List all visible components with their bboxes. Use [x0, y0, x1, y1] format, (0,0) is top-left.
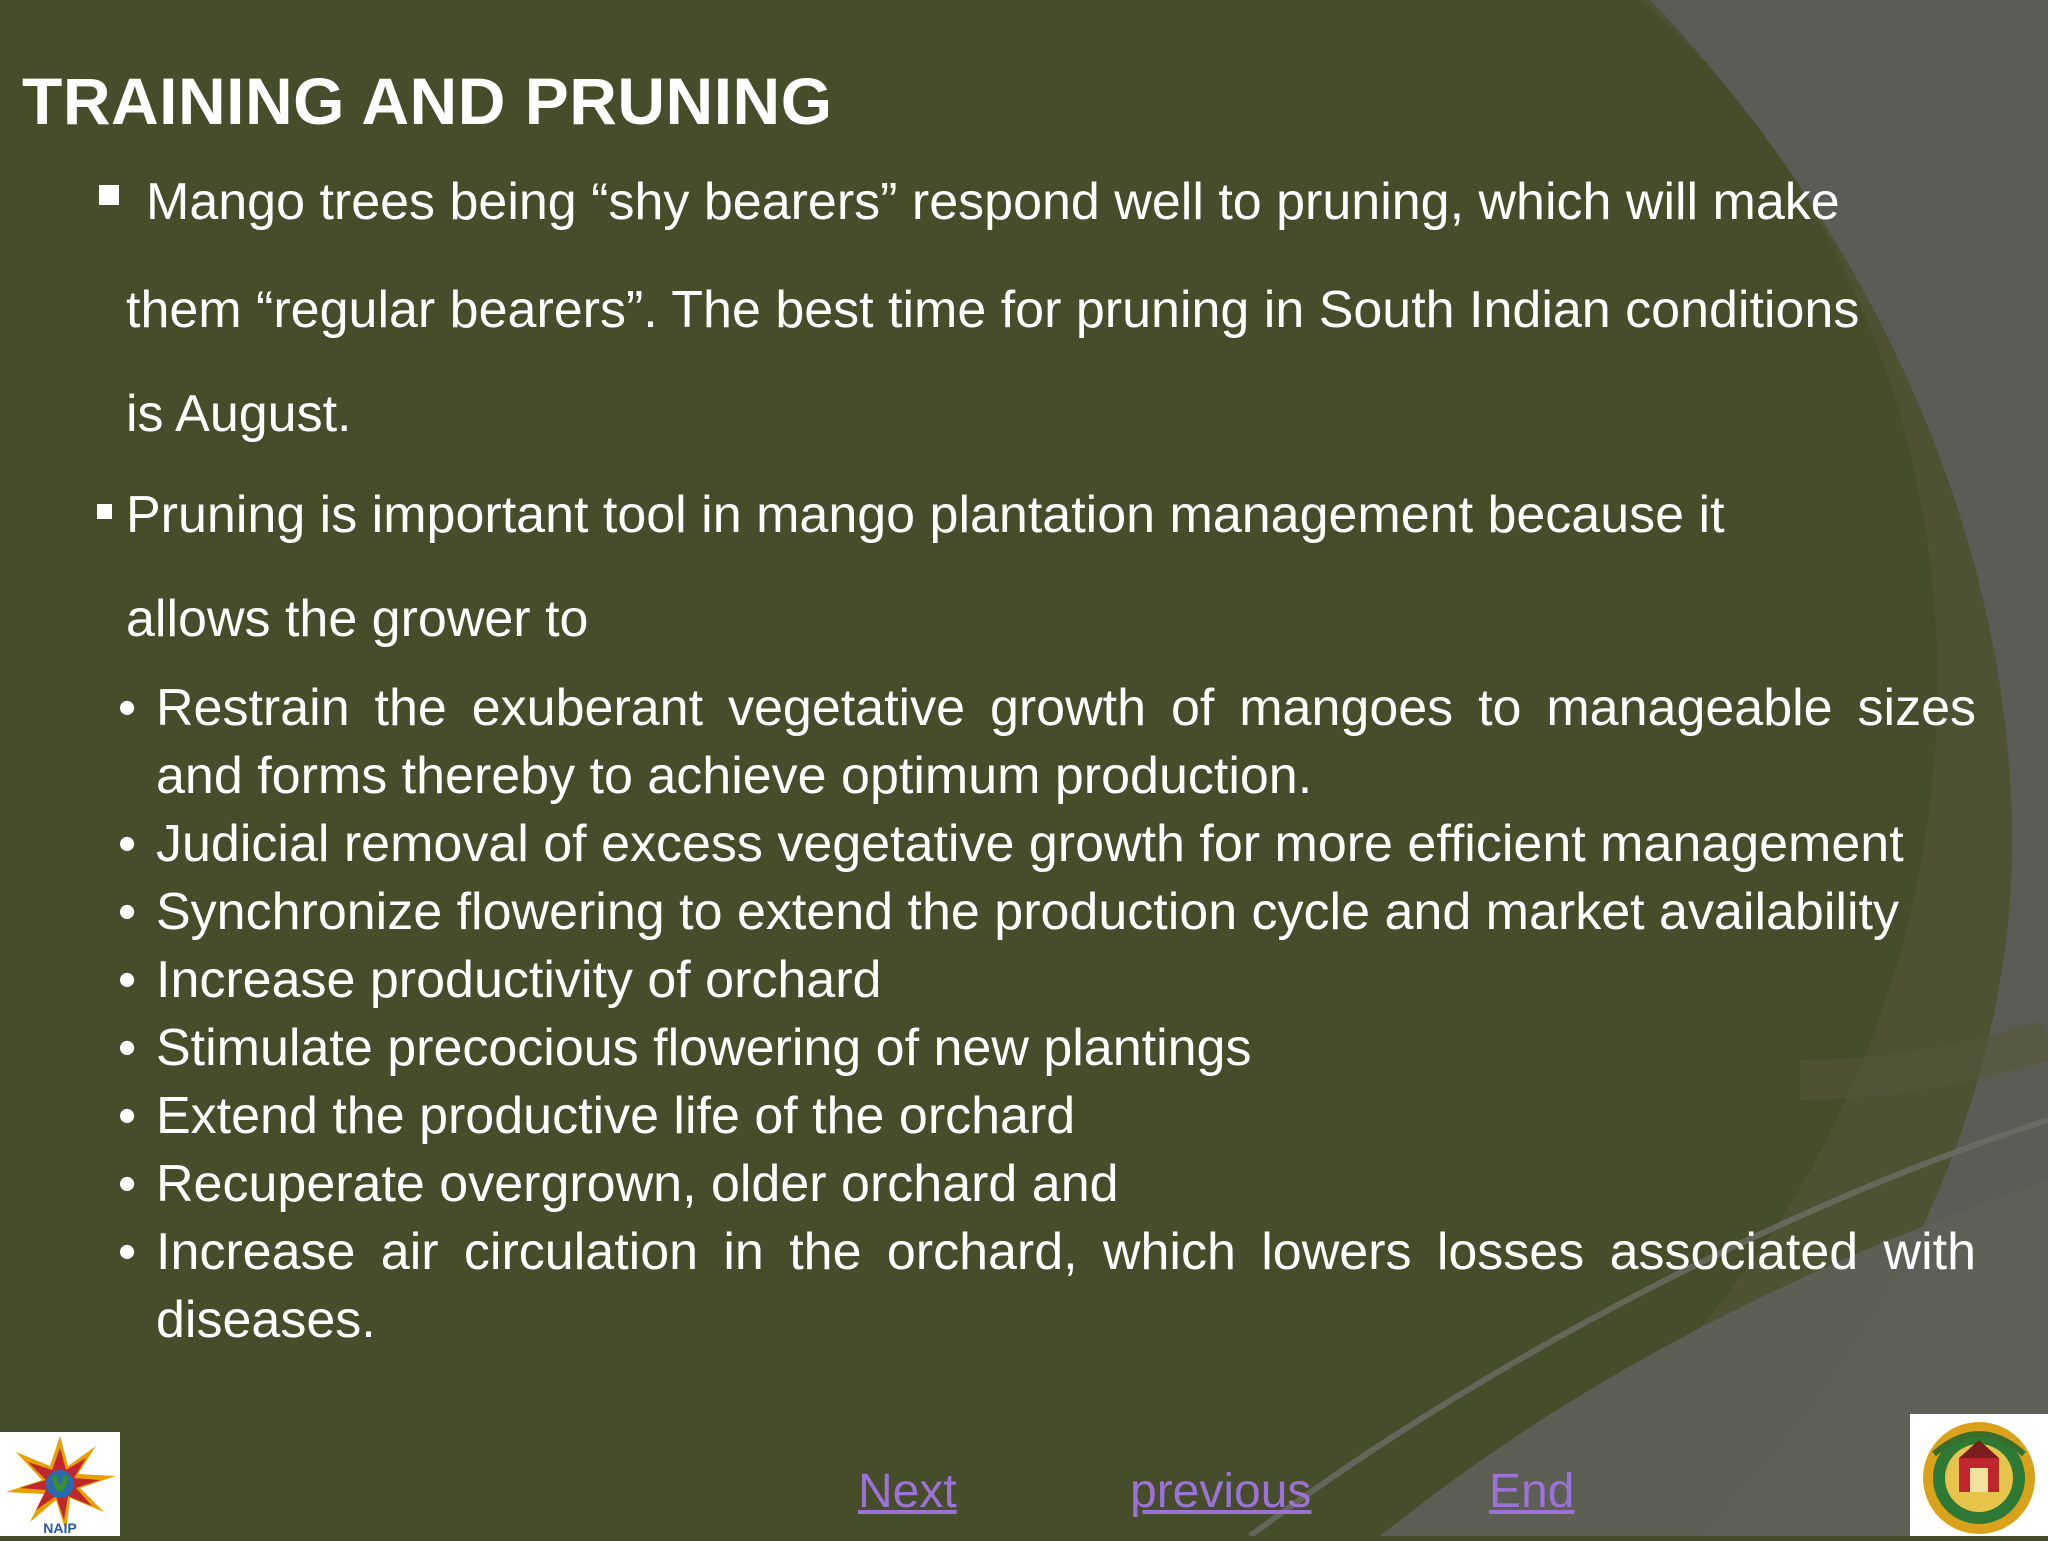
bullet-dot-icon: •	[118, 1223, 137, 1281]
previous-link[interactable]: previous	[1130, 1465, 1312, 1518]
list-item-text: Increase productivity of orchard	[156, 951, 882, 1009]
list-item	[118, 1218, 1976, 1354]
paragraph-2-line-2: allows the grower to	[126, 590, 589, 648]
bullet-dot-icon: •	[118, 883, 137, 941]
list-item-text: Extend the productive life of the orchard	[156, 1087, 1076, 1145]
list-item-text: Judicial removal of excess vegetative growth for more efficient management	[156, 815, 1904, 873]
svg-text:NAIP: NAIP	[43, 1520, 77, 1536]
list-item	[118, 810, 1976, 878]
slide-title: TRAINING AND PRUNING	[22, 64, 833, 138]
naip-star-logo-icon	[0, 1432, 120, 1536]
list-item-text: Restrain the exuberant vegetative growth of mangoes to manageable sizes and forms thereby to achieve optimum production.	[156, 679, 1976, 805]
paragraph-2-line-1: Pruning is important tool in mango plantation management because it	[126, 486, 1725, 544]
paragraph-1	[146, 150, 2046, 254]
square-bullet-icon	[97, 504, 112, 519]
paragraph-1-line-1: Mango trees being “shy bearers” respond well to pruning, which will make	[146, 173, 1840, 231]
bullet-dot-icon: •	[118, 815, 137, 873]
university-emblem-icon	[1910, 1414, 2048, 1536]
list-item-text: Stimulate precocious flowering of new plantings	[156, 1019, 1252, 1077]
list-item	[118, 878, 1976, 946]
list-item-text: Recuperate overgrown, older orchard and	[156, 1155, 1119, 1213]
list-item	[118, 1082, 1976, 1150]
next-link[interactable]: Next	[858, 1465, 957, 1518]
paragraph-1-cont	[126, 258, 2026, 466]
paragraph-1-line-3: is August.	[126, 385, 352, 443]
list-item-text: Synchronize flowering to extend the production cycle and market availability	[156, 883, 1899, 941]
list-item	[118, 1150, 1976, 1218]
paragraph-1-line-2: them “regular bearers”. The best time for pruning in South Indian conditions	[126, 281, 1860, 339]
paragraph-2	[126, 463, 2026, 671]
square-bullet-icon	[99, 185, 119, 205]
list-item	[118, 1014, 1976, 1082]
end-link[interactable]: End	[1489, 1465, 1575, 1518]
list-item-text: Increase air circulation in the orchard, which lowers losses associated with diseases.	[156, 1223, 1976, 1349]
bullet-dot-icon: •	[118, 951, 137, 1009]
bullet-list	[118, 674, 1976, 1354]
bullet-dot-icon: •	[118, 1155, 137, 1213]
bullet-dot-icon: •	[118, 679, 137, 737]
bullet-dot-icon: •	[118, 1087, 137, 1145]
bullet-dot-icon: •	[118, 1019, 137, 1077]
list-item	[118, 946, 1976, 1014]
list-item	[118, 674, 1976, 810]
